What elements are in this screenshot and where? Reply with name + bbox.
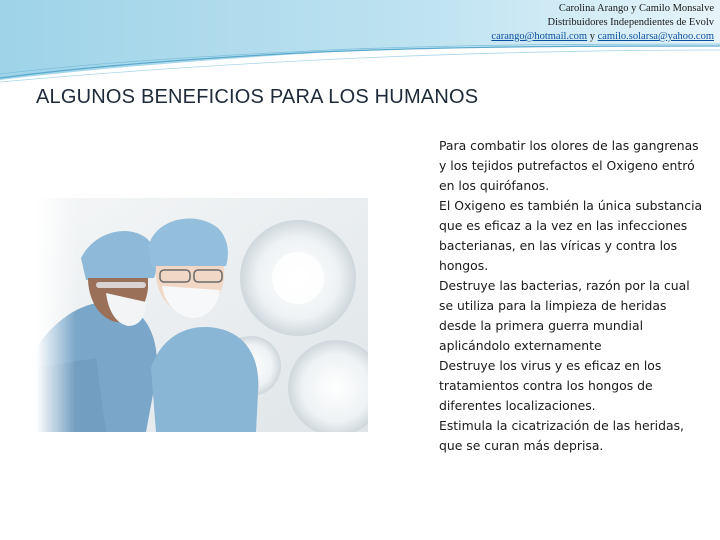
- body-text: [439, 136, 704, 456]
- slide-title: ALGUNOS BENEFICIOS PARA LOS HUMANOS: [36, 86, 479, 108]
- header-credits: [491, 2, 714, 44]
- benefit-paragraph: Destruye los virus y es eficaz en los tratamientos contra los hongos de diferentes localizaciones.: [439, 358, 662, 413]
- email-link-1[interactable]: carango@hotmail.com: [491, 31, 588, 42]
- benefit-paragraph: Destruye las bacterias, razón por la cual se utiliza para la limpieza de heridas desde la primera guerra mundial aplicándolo externamente: [439, 278, 690, 353]
- benefit-paragraph: Para combatir los olores de las gangrenas y los tejidos putrefactos el Oxigeno entró en los quirófanos.: [439, 138, 699, 193]
- benefit-paragraph: El Oxigeno es también la única substancia que es eficaz a la vez en las infecciones bacterianas, en las víricas y contra los hongos.: [439, 198, 703, 273]
- contact-line: [491, 30, 714, 44]
- role-text: Distribuidores Independientes de Evolv: [547, 17, 714, 28]
- benefit-paragraph: Estimula la cicatrización de las heridas, que se curan más deprisa.: [439, 418, 684, 453]
- email-link-2[interactable]: camilo.solarsa@yahoo.com: [597, 31, 714, 42]
- email-connector: y: [587, 31, 598, 42]
- surgeons-photo: [36, 198, 368, 432]
- authors-text: Carolina Arango y Camilo Monsalve: [558, 3, 714, 14]
